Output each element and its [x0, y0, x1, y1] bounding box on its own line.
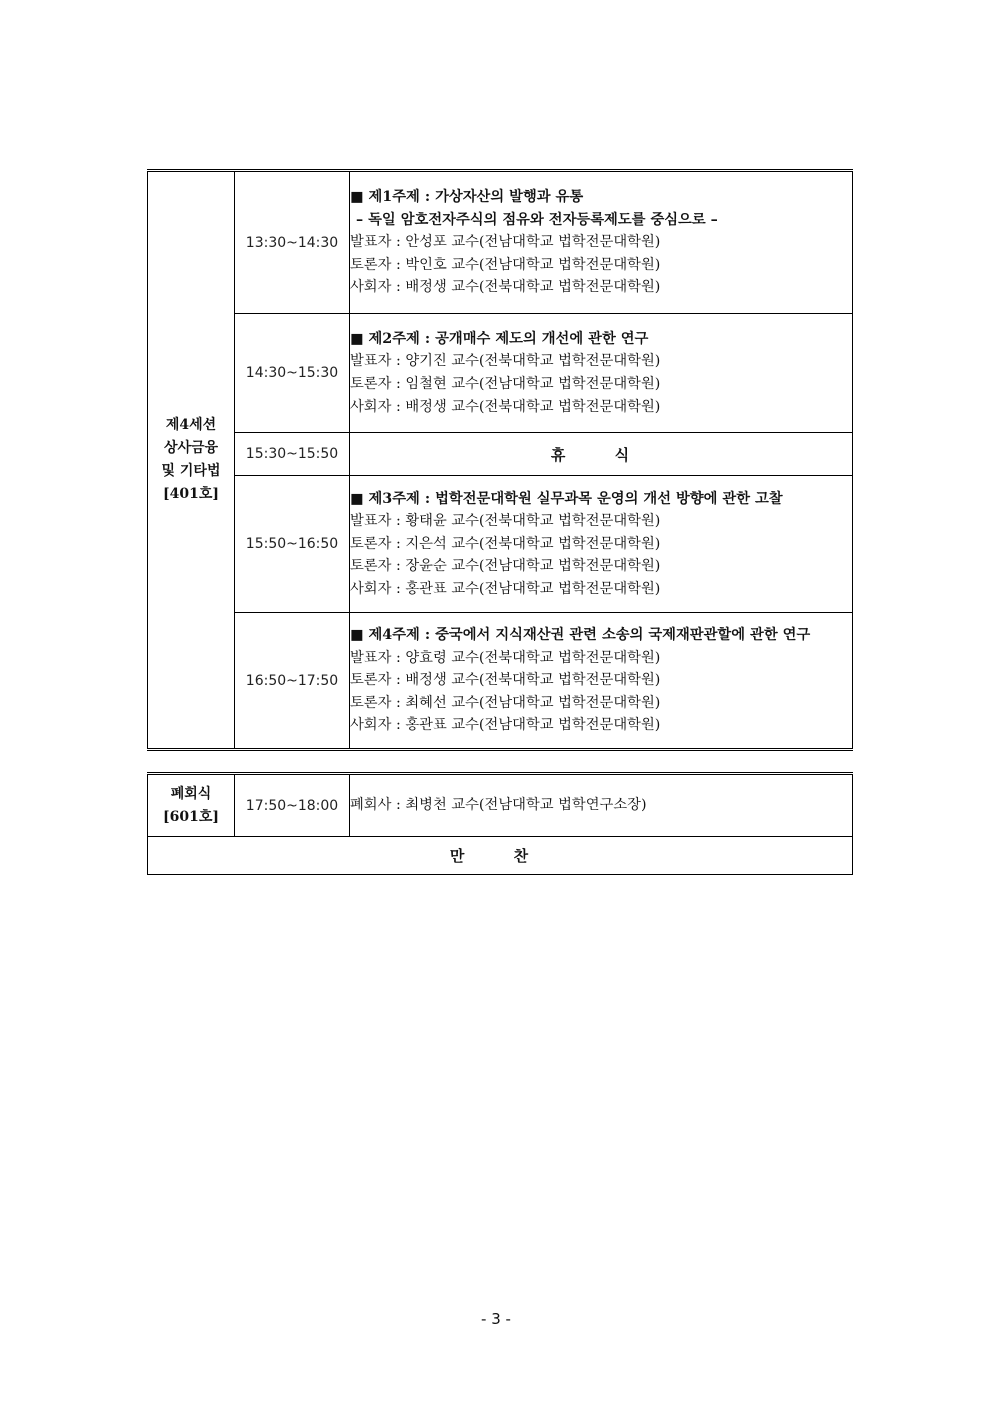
schedule-row-break	[148, 433, 853, 476]
closing-time-cell: 17:50~18:00	[235, 774, 350, 837]
closing-room: [601호]	[163, 808, 219, 825]
time-cell-topic2: 14:30~15:30	[235, 314, 350, 433]
topic3-presenter: 발표자 : 황태윤 교수(전북대학교 법학전문대학원)	[350, 513, 661, 530]
topic3-discussant-1: 토론자 : 지은석 교수(전북대학교 법학전문대학원)	[350, 535, 661, 552]
topic2-discussant: 토론자 : 임철현 교수(전남대학교 법학전문대학원)	[350, 376, 661, 392]
schedule-row-topic3	[148, 476, 853, 613]
topic1-subtitle: – 독일 암호전자주식의 점유와 전자등록제도를 중심으로 –	[356, 211, 718, 228]
topic4-discussant-2: 토론자 : 최혜선 교수(전남대학교 법학전문대학원)	[350, 694, 661, 711]
schedule-row-topic2	[148, 314, 853, 433]
topic3-discussant-2: 토론자 : 장윤순 교수(전남대학교 법학전문대학원)	[350, 558, 661, 575]
dinner-row	[148, 837, 853, 875]
topic1-title: ■ 제1주제 : 가상자산의 발행과 유통	[350, 189, 584, 206]
time-cell-break: 15:30~15:50	[235, 433, 350, 476]
page-number: - 3 -	[481, 1310, 511, 1328]
closing-ceremony-table	[147, 772, 853, 875]
content-cell-topic2	[350, 314, 853, 433]
time-cell-topic4: 16:50~17:50	[235, 613, 350, 750]
schedule-row-topic4	[148, 613, 853, 750]
topic4-title: ■ 제4주제 : 중국에서 지식재산권 관련 소송의 국제재판관할에 관한 연구	[350, 627, 811, 644]
session4-schedule-table	[147, 169, 853, 751]
topic3-moderator: 사회자 : 홍관표 교수(전남대학교 법학전문대학원)	[350, 580, 661, 597]
schedule-row-topic1	[148, 171, 853, 314]
topic2-title: ■ 제2주제 : 공개매수 제도의 개선에 관한 연구	[350, 330, 649, 347]
content-cell-topic3	[350, 476, 853, 613]
topic4-presenter: 발표자 : 양효령 교수(전북대학교 법학전문대학원)	[350, 649, 661, 666]
session4-name-line1: 제4세션	[165, 417, 217, 433]
topic4-moderator: 사회자 : 홍관표 교수(전남대학교 법학전문대학원)	[350, 717, 661, 734]
closing-name: 폐회식	[170, 785, 212, 802]
topic1-moderator: 사회자 : 배정생 교수(전북대학교 법학전문대학원)	[350, 279, 661, 296]
session4-label-cell	[148, 171, 235, 750]
break-label: 휴 식	[350, 433, 853, 476]
session4-room: [401호]	[163, 486, 219, 502]
topic3-title: ■ 제3주제 : 법학전문대학원 실무과목 운영의 개선 방향에 관한 고찰	[350, 490, 783, 507]
session4-name-line2: 상사금융	[163, 440, 219, 456]
time-cell-topic3: 15:50~16:50	[235, 476, 350, 613]
topic2-presenter: 발표자 : 양기진 교수(전북대학교 법학전문대학원)	[350, 353, 661, 370]
topic1-presenter: 발표자 : 안성포 교수(전남대학교 법학전문대학원)	[350, 234, 661, 251]
topic2-moderator: 사회자 : 배정생 교수(전북대학교 법학전문대학원)	[350, 398, 661, 415]
closing-label-cell	[148, 774, 235, 837]
session4-name-line3: 및 기타법	[161, 463, 221, 479]
content-cell-topic1	[350, 171, 853, 314]
content-cell-topic4	[350, 613, 853, 750]
closing-row	[148, 774, 853, 837]
time-cell-topic1: 13:30~14:30	[235, 171, 350, 314]
topic1-discussant: 토론자 : 박인호 교수(전남대학교 법학전문대학원)	[350, 256, 661, 273]
closing-speech: 폐회사 : 최병천 교수(전남대학교 법학연구소장)	[350, 774, 853, 837]
topic4-discussant-1: 토론자 : 배정생 교수(전북대학교 법학전문대학원)	[350, 672, 661, 689]
dinner-label: 만 찬	[148, 837, 853, 875]
